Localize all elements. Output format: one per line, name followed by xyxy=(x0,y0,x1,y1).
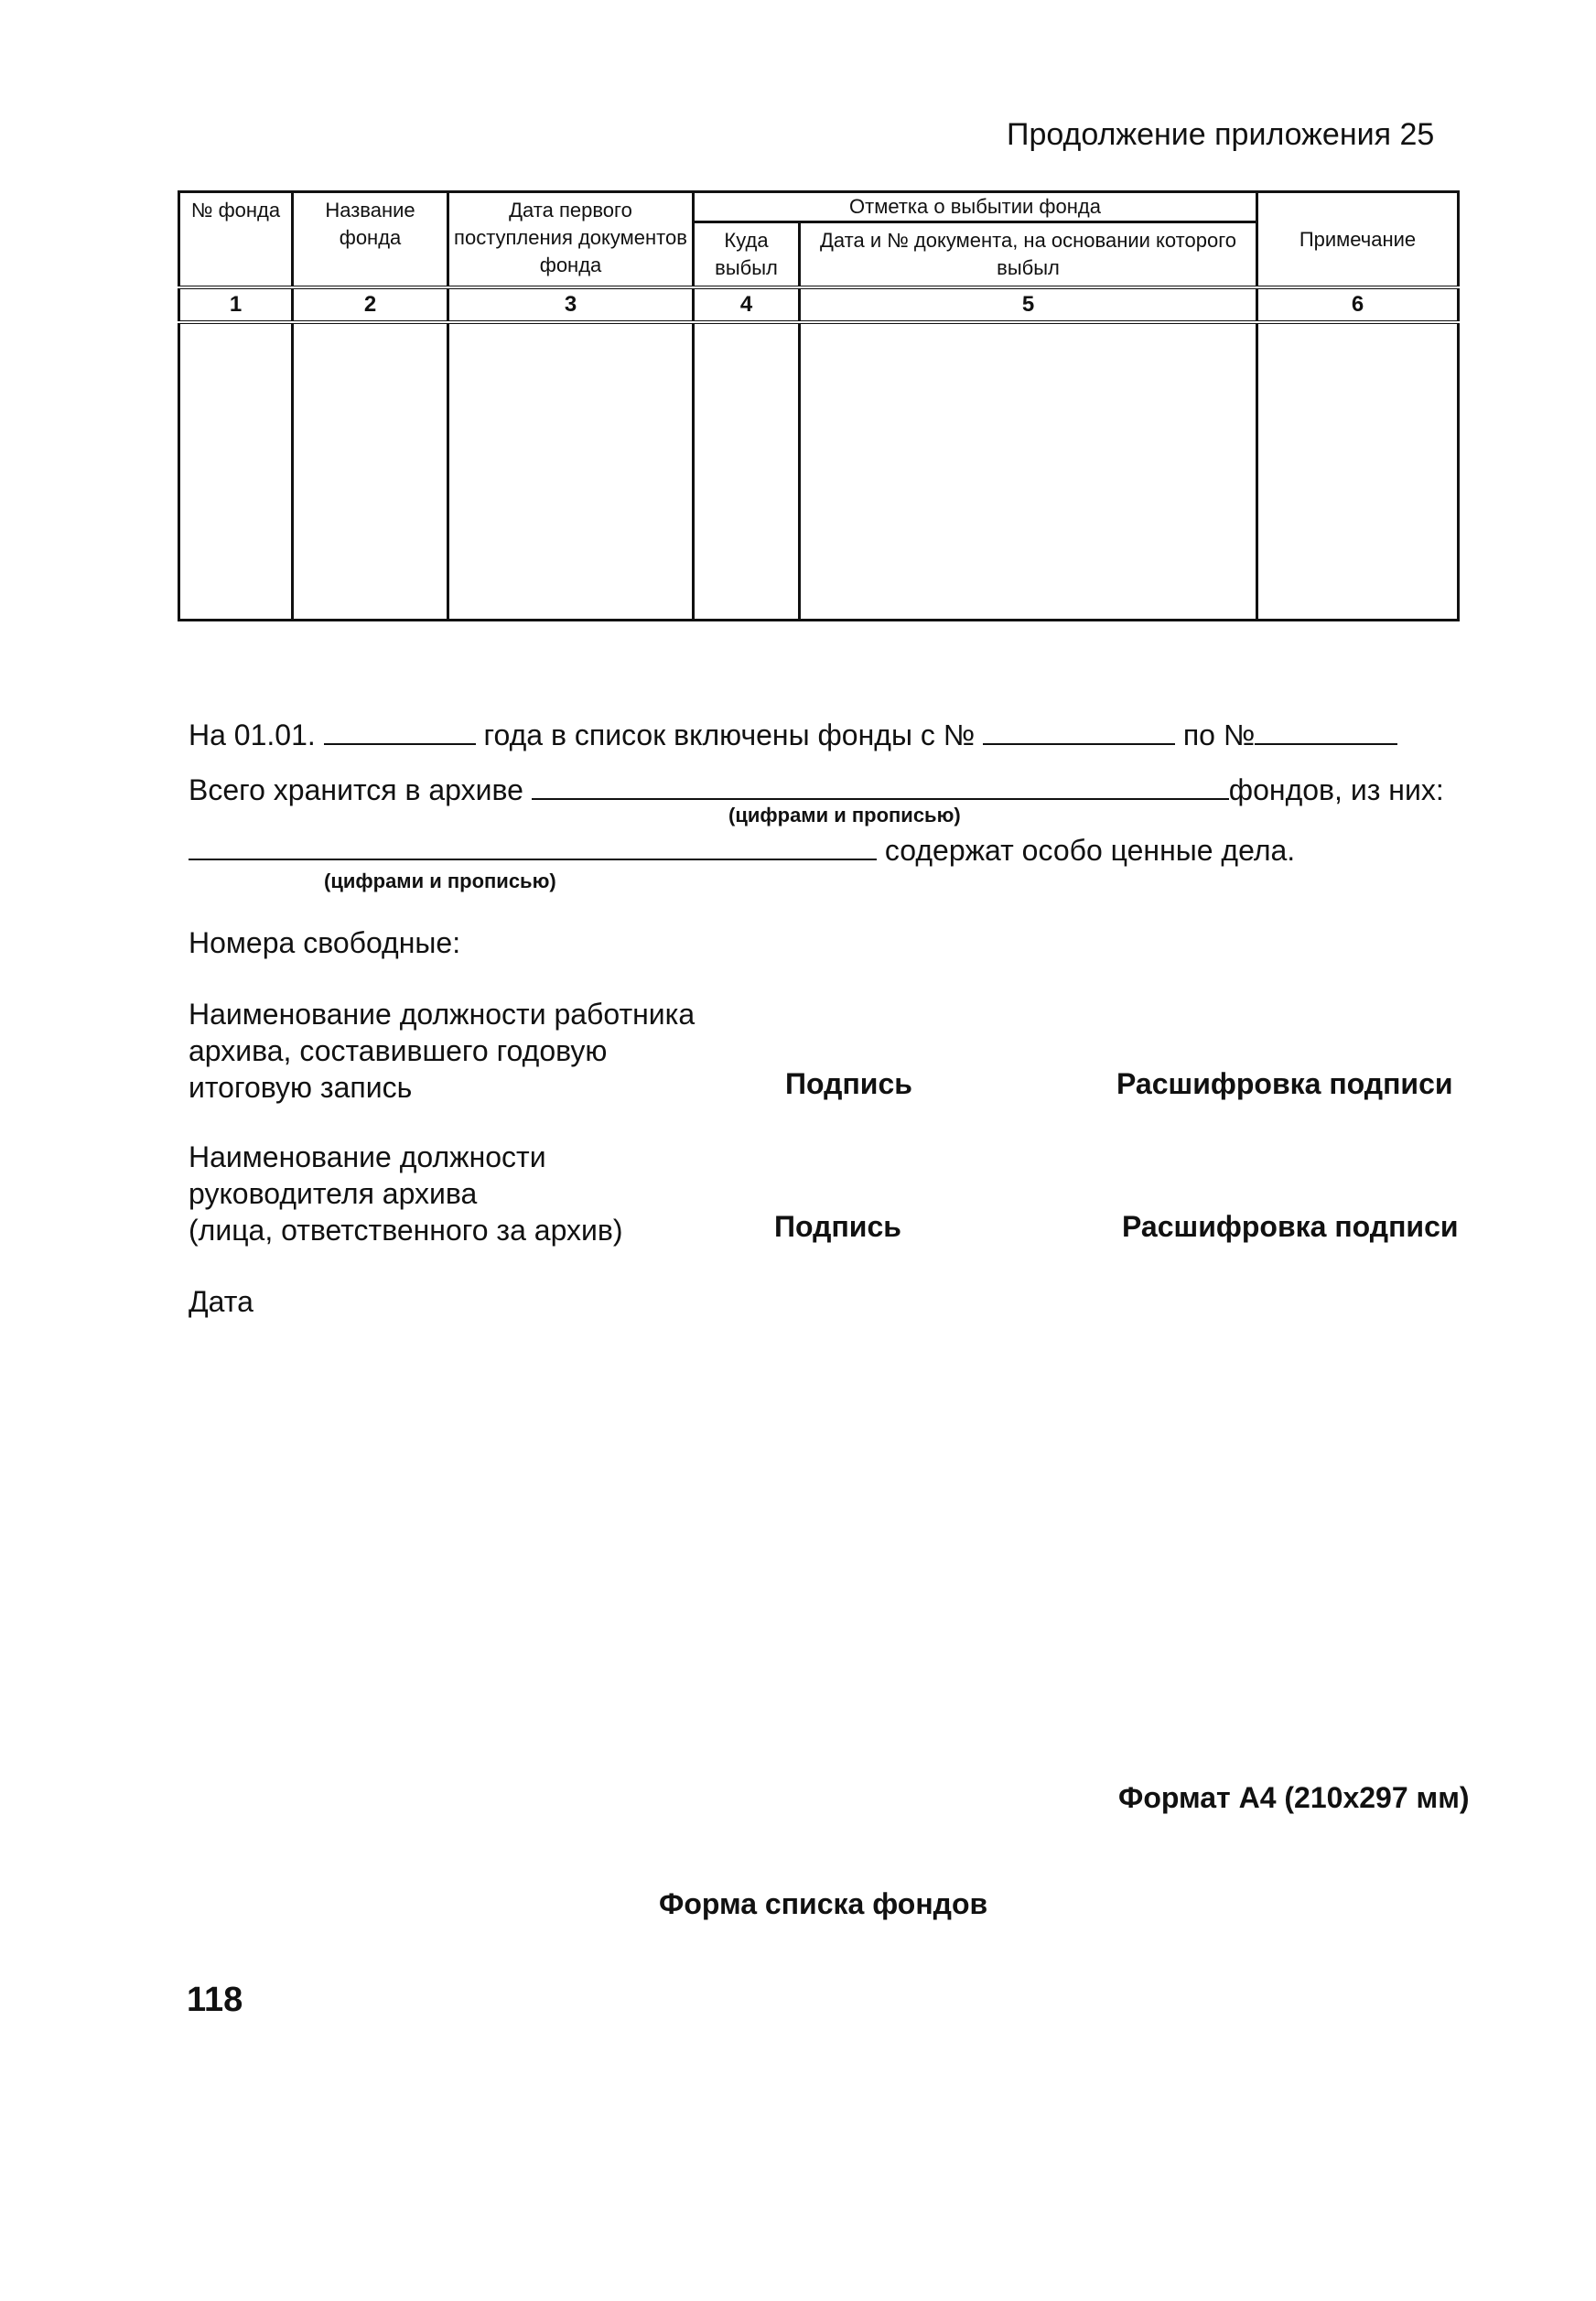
column-number: 3 xyxy=(448,287,694,322)
compiler-position-line: архива, составившего годовую xyxy=(189,1034,608,1067)
column-number: 5 xyxy=(800,287,1257,322)
form-title: Форма списка фондов xyxy=(659,1887,988,1920)
page-number: 118 xyxy=(187,1981,243,2019)
fund-range-line xyxy=(189,718,1397,752)
table-header-row xyxy=(179,192,1459,222)
col-header-note: Примечание xyxy=(1257,192,1459,288)
compiler-position-block xyxy=(189,996,756,1106)
empty-cell xyxy=(694,322,800,621)
free-numbers-label: Номера свободные: xyxy=(189,926,461,959)
col-header-fund-number: № фонда xyxy=(179,192,293,288)
blank-valuable-count xyxy=(189,833,877,860)
total-funds-line xyxy=(189,772,1444,807)
compiler-signature-label: Подпись xyxy=(785,1067,912,1100)
blank-year xyxy=(324,718,476,745)
blank-total-funds xyxy=(532,772,1229,800)
header-note: Продолжение приложения 25 xyxy=(1007,117,1435,152)
head-position-line: (лица, ответственного за архив) xyxy=(189,1214,623,1247)
col-header-fund-name: Название фонда xyxy=(293,192,448,288)
compiler-position-line: итоговую запись xyxy=(189,1071,413,1104)
empty-cell xyxy=(179,322,293,621)
empty-cell xyxy=(448,322,694,621)
head-position-line: руководителя архива xyxy=(189,1177,478,1210)
valuable-cases-line xyxy=(189,833,1295,868)
empty-cell xyxy=(293,322,448,621)
column-number: 2 xyxy=(293,287,448,322)
col-header-disposal-group: Отметка о выбытии фонда xyxy=(694,192,1257,222)
label-included-from: года в список включены фонды с № xyxy=(483,718,976,751)
compiler-signature-decode-label: Расшифровка подписи xyxy=(1116,1067,1453,1100)
hint-digits-words: (цифрами и прописью) xyxy=(728,804,961,826)
col-header-first-date: Дата первого поступления документов фонда xyxy=(448,192,694,288)
date-label: Дата xyxy=(189,1285,253,1318)
label-valuable-cases: содержат особо ценные дела. xyxy=(884,834,1296,867)
label-funds-of-which: фондов, из них: xyxy=(1228,773,1444,806)
empty-cell xyxy=(800,322,1257,621)
head-position-line: Наименование должности xyxy=(189,1140,546,1173)
head-signature-decode-label: Расшифровка подписи xyxy=(1122,1210,1459,1243)
funds-table xyxy=(178,190,1460,621)
head-signature-label: Подпись xyxy=(774,1210,901,1243)
column-number: 1 xyxy=(179,287,293,322)
compiler-position-line: Наименование должности работника xyxy=(189,998,696,1031)
table-number-row xyxy=(179,287,1459,322)
hint-digits-words-2: (цифрами и прописью) xyxy=(324,870,556,892)
col-header-where: Куда выбыл xyxy=(694,222,800,288)
blank-from-number xyxy=(983,718,1175,745)
column-number: 4 xyxy=(694,287,800,322)
col-header-document: Дата и № документа, на основании которого выбыл xyxy=(800,222,1257,288)
column-number: 6 xyxy=(1257,287,1459,322)
head-position-block xyxy=(189,1139,756,1248)
blank-to-number xyxy=(1255,718,1397,745)
label-total-stored: Всего хранится в архиве xyxy=(189,773,523,806)
paper-format-note: Формат А4 (210x297 мм) xyxy=(1118,1781,1470,1814)
label-as-of: На 01.01. xyxy=(189,718,316,751)
empty-cell xyxy=(1257,322,1459,621)
table-empty-row xyxy=(179,322,1459,621)
label-to-number: по № xyxy=(1182,718,1256,751)
